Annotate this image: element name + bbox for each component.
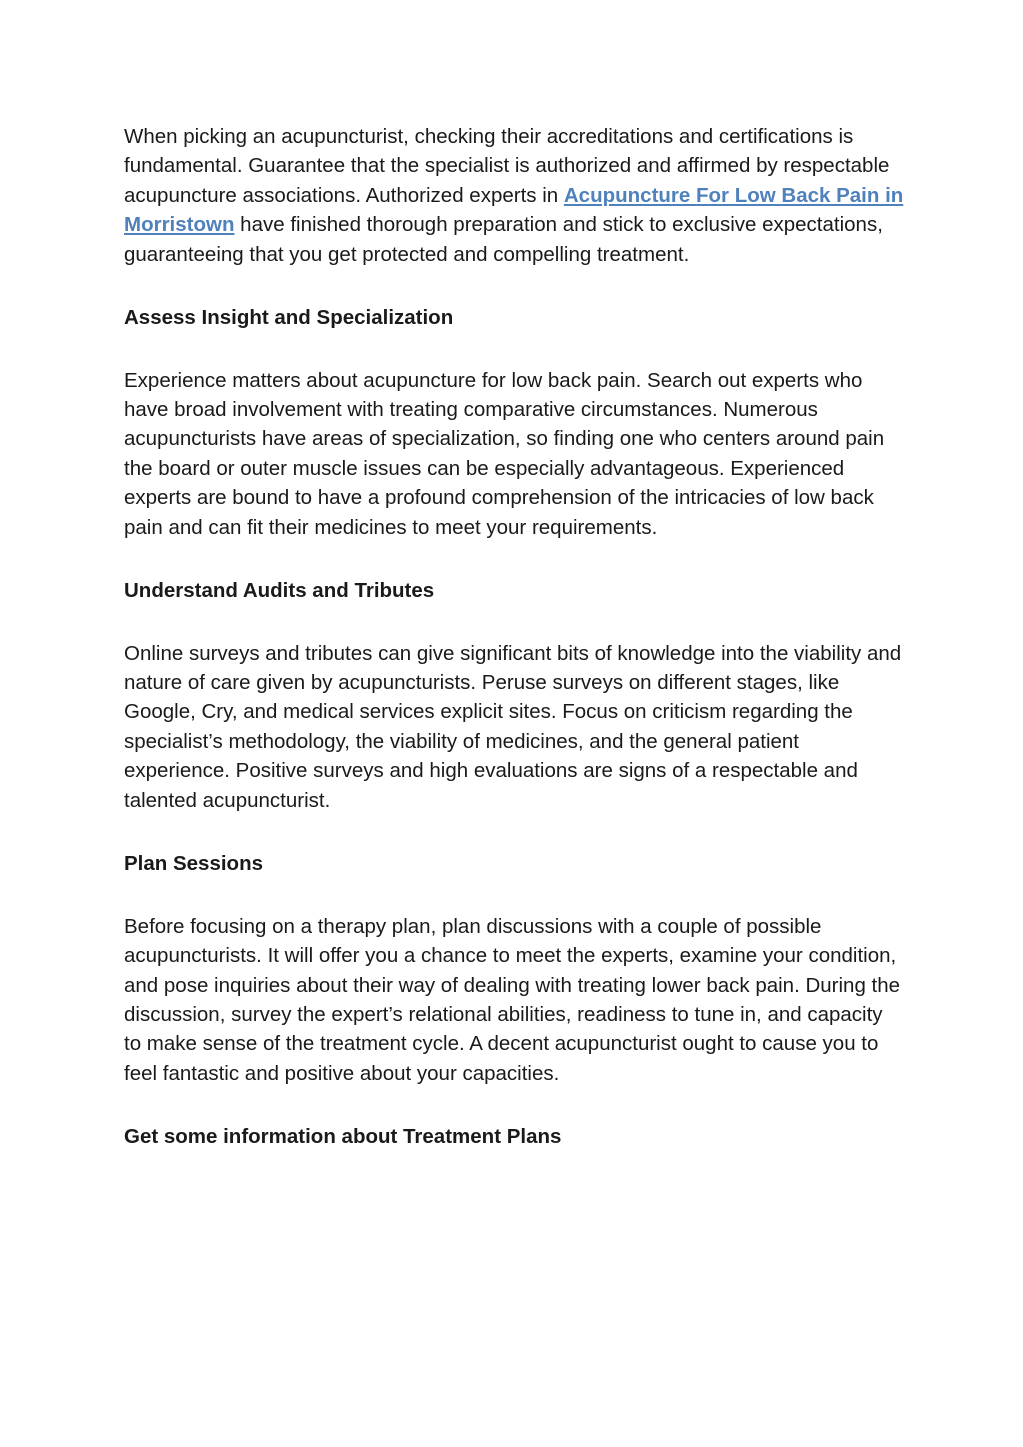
acupuncture-morristown-link[interactable]: Acupuncture For Low Back Pain in Morristown: [124, 183, 904, 237]
section-heading-treatment-plans: Get some information about Treatment Plans: [124, 1124, 562, 1148]
plan-sessions-paragraph: Before focusing on a therapy plan, plan discussions with a couple of possible acupuncturists. It will offer you a chance to meet the experts, examine your condition, and pose inquiries about their way of dealing with treating lower back pain. During the discussion, survey the expert’s relational abilities, readiness to tune in, and capacity to make sense of the treatment cycle. A decent acupuncturist ought to cause you to feel fantastic and positive about your capacities.: [124, 914, 901, 1085]
document-page: [124, 122, 904, 1185]
section-heading-assess-insight: Assess Insight and Specialization: [124, 305, 454, 329]
assess-insight-paragraph: Experience matters about acupuncture for low back pain. Search out experts who have broad involvement with treating comparative circumstances. Numerous acupuncturists have areas of specialization, so finding one who centers around pain the board or outer muscle issues can be especially advantageous. Experienced experts are bound to have a profound comprehension of the intricacies of low back pain and can fit their medicines to meet your requirements.: [124, 368, 885, 539]
intro-paragraph: [124, 122, 904, 269]
intro-text-before-link: When picking an acupuncturist, checking their accreditations and certifications is fundamental. Guarantee that the specialist is authorized and affirmed by respectable acupuncture associations. Authorized experts in: [124, 125, 890, 207]
audits-tributes-paragraph: Online surveys and tributes can give significant bits of knowledge into the viability and nature of care given by acupuncturists. Peruse surveys on different stages, like Google, Cry, and medical services explicit sites. Focus on criticism regarding the specialist’s methodology, the viability of medicines, and the general patient experience. Positive surveys and high evaluations are signs of a respectable and talented acupuncturist.: [124, 641, 902, 812]
section-heading-plan-sessions: Plan Sessions: [124, 851, 264, 875]
section-heading-audits-tributes: Understand Audits and Tributes: [124, 578, 435, 602]
intro-text-after-link: have finished thorough preparation and stick to exclusive expectations, guaranteeing that you get protected and compelling treatment.: [124, 213, 883, 266]
